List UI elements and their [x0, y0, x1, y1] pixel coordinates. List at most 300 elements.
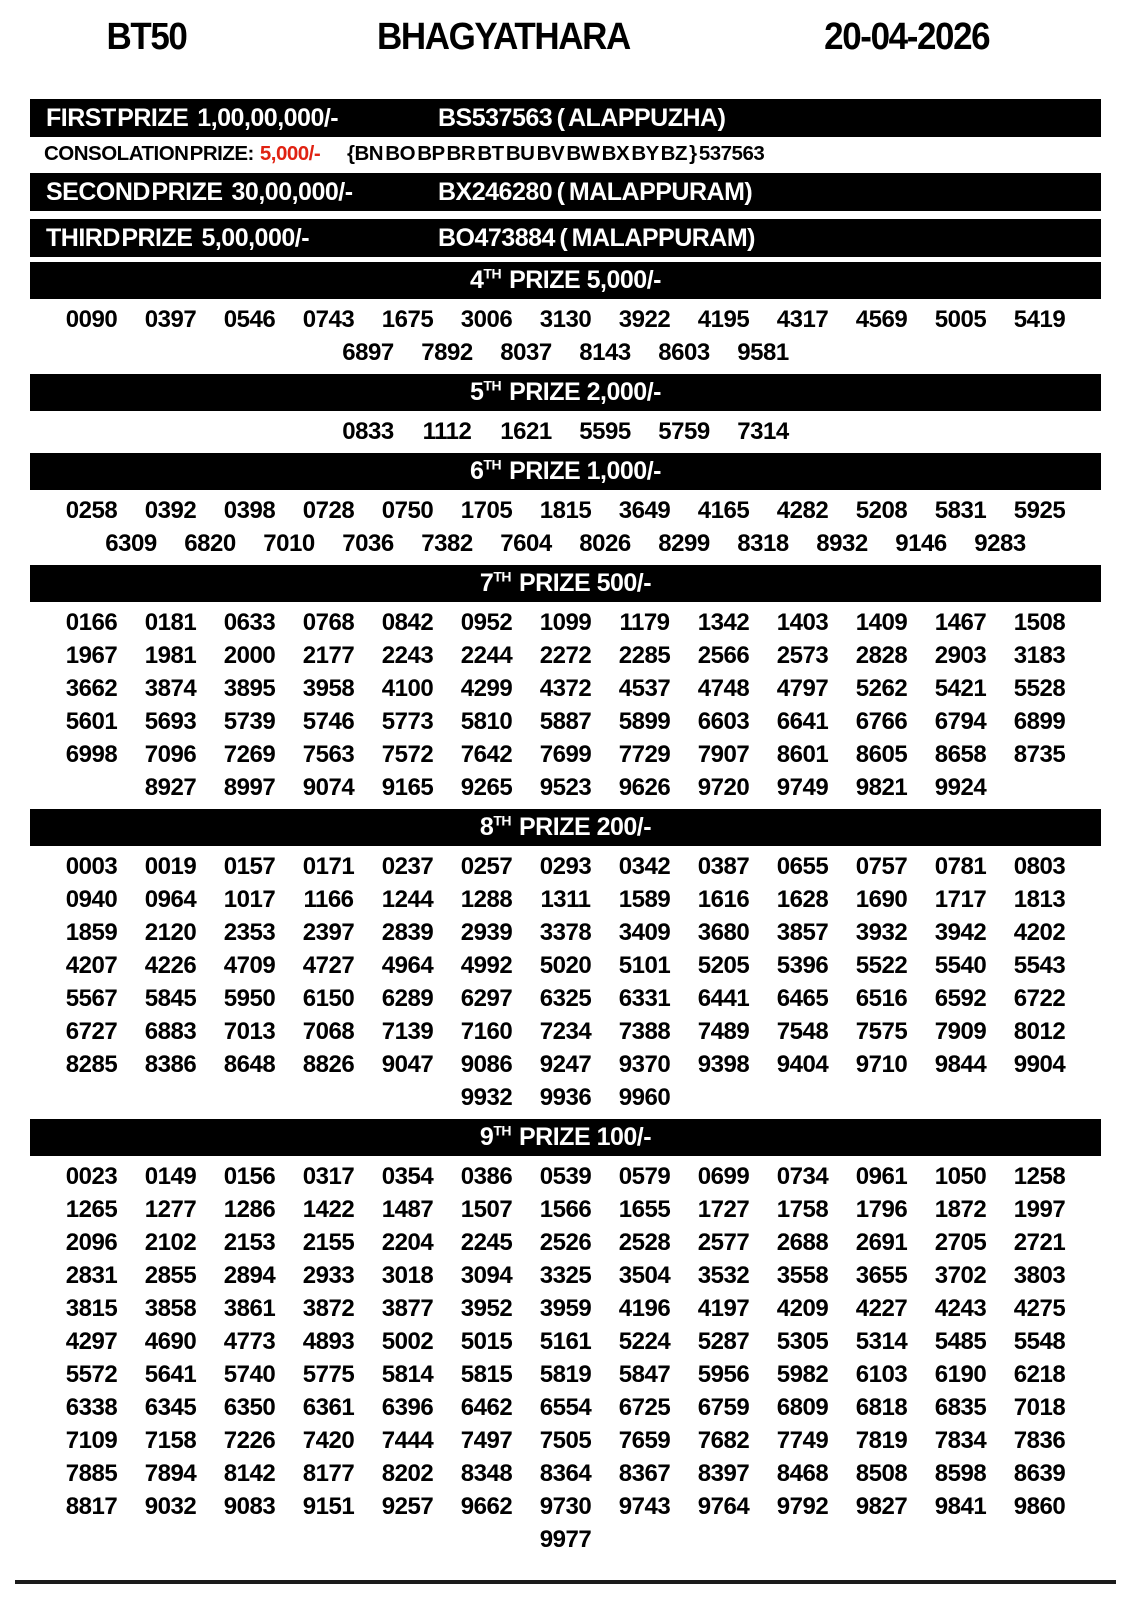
winning-number: 8299 [658, 530, 710, 557]
winning-number: 2096 [65, 1229, 118, 1256]
winning-number: 3130 [539, 306, 592, 333]
winning-number: 3942 [934, 919, 987, 946]
winning-number: 8348 [460, 1460, 513, 1487]
winning-number: 7907 [697, 741, 750, 768]
winning-number: 2839 [381, 919, 434, 946]
winning-number: 8142 [223, 1460, 276, 1487]
winning-number: 9047 [381, 1051, 434, 1078]
winning-number: 7548 [776, 1018, 829, 1045]
winning-number: 9626 [618, 774, 671, 801]
prize-sections [0, 262, 1131, 1556]
winning-number: 7139 [381, 1018, 434, 1045]
winning-number: 6103 [855, 1361, 908, 1388]
first-prize-bar [30, 99, 1101, 137]
winning-number: 5101 [618, 952, 671, 979]
winning-number: 3018 [381, 1262, 434, 1289]
winning-number: 4202 [1013, 919, 1066, 946]
winning-number: 8932 [816, 530, 868, 557]
winning-number: 5419 [1013, 306, 1066, 333]
winning-number: 0387 [697, 853, 750, 880]
winning-number: 3959 [539, 1295, 592, 1322]
winning-number: 8285 [65, 1051, 118, 1078]
winning-number: 0354 [381, 1163, 434, 1190]
winning-number: 5548 [1013, 1328, 1066, 1355]
winning-number: 0090 [65, 306, 118, 333]
prize-section [0, 374, 1131, 448]
winning-number: 5567 [65, 985, 118, 1012]
winning-number: 0803 [1013, 853, 1066, 880]
prize-section [0, 565, 1131, 804]
winning-number: 4964 [381, 952, 434, 979]
winning-number: 8177 [302, 1460, 355, 1487]
prize-section [0, 809, 1131, 1114]
winning-number: 4196 [618, 1295, 671, 1322]
winning-number: 8012 [1013, 1018, 1066, 1045]
winning-number: 4165 [697, 497, 750, 524]
winning-number: 1422 [302, 1196, 355, 1223]
lottery-name: BHAGYATHARA [376, 16, 630, 58]
winning-number: 6835 [934, 1394, 987, 1421]
winning-number: 0171 [302, 853, 355, 880]
winning-number: 7158 [144, 1427, 197, 1454]
winning-number: 7497 [460, 1427, 513, 1454]
winning-number: 1628 [776, 886, 829, 913]
winning-number: 0156 [223, 1163, 276, 1190]
winning-number: 3857 [776, 919, 829, 946]
prize-section [0, 453, 1131, 560]
winning-number: 4372 [539, 675, 592, 702]
winning-number: 5847 [618, 1361, 671, 1388]
winning-number: 3655 [855, 1262, 908, 1289]
winning-number: 7563 [302, 741, 355, 768]
winning-number: 3803 [1013, 1262, 1066, 1289]
winning-number: 2566 [697, 642, 750, 669]
winning-number: 9523 [539, 774, 592, 801]
winning-number: 7575 [855, 1018, 908, 1045]
winning-number: 6150 [302, 985, 355, 1012]
winning-number: 6603 [697, 708, 750, 735]
winning-number: 9960 [618, 1084, 671, 1111]
winning-number: 9841 [934, 1493, 987, 1520]
third-prize-bar [30, 219, 1101, 257]
winning-number: 8364 [539, 1460, 592, 1487]
winning-number: 7604 [500, 530, 552, 557]
winning-number: 1288 [460, 886, 513, 913]
winning-number: 4773 [223, 1328, 276, 1355]
winning-number: 4727 [302, 952, 355, 979]
winning-number: 4275 [1013, 1295, 1066, 1322]
winning-number: 3877 [381, 1295, 434, 1322]
winning-number: 0392 [144, 497, 197, 524]
winning-number: 4709 [223, 952, 276, 979]
winning-number: 3872 [302, 1295, 355, 1322]
winning-number: 1507 [460, 1196, 513, 1223]
winning-number: 8826 [302, 1051, 355, 1078]
second-prize-ticket: BX246280 ( MALAPPURAM) [438, 177, 753, 206]
winning-number: 8605 [855, 741, 908, 768]
winning-number: 5485 [934, 1328, 987, 1355]
winning-number: 2353 [223, 919, 276, 946]
winning-number: 7018 [1013, 1394, 1066, 1421]
winning-number: 6809 [776, 1394, 829, 1421]
winning-numbers-grid [60, 1160, 1071, 1556]
winning-number: 1859 [65, 919, 118, 946]
winning-number: 2688 [776, 1229, 829, 1256]
winning-number: 8601 [776, 741, 829, 768]
winning-number: 8639 [1013, 1460, 1066, 1487]
draw-date: 20-04-2026 [823, 16, 989, 58]
winning-number: 9821 [855, 774, 908, 801]
winning-numbers-grid [60, 494, 1071, 560]
winning-number: 5002 [381, 1328, 434, 1355]
winning-number: 9827 [855, 1493, 908, 1520]
winning-number: 9086 [460, 1051, 513, 1078]
winning-number: 0181 [144, 609, 197, 636]
winning-number: 6897 [342, 339, 394, 366]
winning-number: 7234 [539, 1018, 592, 1045]
winning-number: 0398 [223, 497, 276, 524]
winning-number: 6759 [697, 1394, 750, 1421]
winning-number: 5601 [65, 708, 118, 735]
winning-number: 6794 [934, 708, 987, 735]
prize-section-header: 4TH PRIZE 5,000/- [30, 262, 1101, 299]
winning-number: 2000 [223, 642, 276, 669]
winning-number: 6218 [1013, 1361, 1066, 1388]
winning-number: 0728 [302, 497, 355, 524]
winning-number: 9936 [539, 1084, 592, 1111]
winning-number: 8735 [1013, 741, 1066, 768]
winning-number: 9904 [1013, 1051, 1066, 1078]
winning-number: 6516 [855, 985, 908, 1012]
winning-number: 7682 [697, 1427, 750, 1454]
winning-number: 3409 [618, 919, 671, 946]
winning-number: 0579 [618, 1163, 671, 1190]
winning-number: 6554 [539, 1394, 592, 1421]
winning-number: 1244 [381, 886, 434, 913]
winning-number: 0157 [223, 853, 276, 880]
winning-number: 1508 [1013, 609, 1066, 636]
winning-number: 1981 [144, 642, 197, 669]
winning-number: 3702 [934, 1262, 987, 1289]
winning-number: 5810 [460, 708, 513, 735]
winning-number: 7388 [618, 1018, 671, 1045]
winning-number: 2526 [539, 1229, 592, 1256]
winning-number: 5739 [223, 708, 276, 735]
winning-number: 3861 [223, 1295, 276, 1322]
winning-number: 4317 [776, 306, 829, 333]
winning-number: 5773 [381, 708, 434, 735]
winning-number: 7109 [65, 1427, 118, 1454]
winning-number: 7642 [460, 741, 513, 768]
winning-number: 5899 [618, 708, 671, 735]
winning-number: 7160 [460, 1018, 513, 1045]
winning-number: 7699 [539, 741, 592, 768]
winning-number: 5528 [1013, 675, 1066, 702]
winning-number: 2245 [460, 1229, 513, 1256]
winning-number: 8603 [658, 339, 710, 366]
winning-number: 6462 [460, 1394, 513, 1421]
prize-section-header: 8TH PRIZE 200/- [30, 809, 1101, 846]
winning-number: 0781 [934, 853, 987, 880]
winning-numbers-grid [60, 303, 1071, 369]
winning-number: 0961 [855, 1163, 908, 1190]
winning-number: 1967 [65, 642, 118, 669]
winning-number: 1050 [934, 1163, 987, 1190]
winning-number: 2939 [460, 919, 513, 946]
winning-number: 7269 [223, 741, 276, 768]
winning-numbers-grid [60, 606, 1071, 804]
winning-number: 0166 [65, 609, 118, 636]
winning-number: 1675 [381, 306, 434, 333]
winning-number: 1705 [460, 497, 513, 524]
winning-number: 1112 [422, 418, 472, 445]
winning-number: 1258 [1013, 1163, 1066, 1190]
winning-number: 2244 [460, 642, 513, 669]
winning-number: 3378 [539, 919, 592, 946]
winning-number: 6396 [381, 1394, 434, 1421]
winning-number: 1265 [65, 1196, 118, 1223]
winning-number: 0003 [65, 853, 118, 880]
winning-number: 9283 [974, 530, 1026, 557]
winning-number: 5522 [855, 952, 908, 979]
winning-number: 5819 [539, 1361, 592, 1388]
winning-number: 2855 [144, 1262, 197, 1289]
winning-number: 2894 [223, 1262, 276, 1289]
winning-number: 8026 [579, 530, 631, 557]
winning-number: 5161 [539, 1328, 592, 1355]
winning-number: 2721 [1013, 1229, 1066, 1256]
winning-number: 6289 [381, 985, 434, 1012]
winning-number: 5005 [934, 306, 987, 333]
winning-number: 0293 [539, 853, 592, 880]
winning-number: 0964 [144, 886, 197, 913]
winning-number: 1717 [934, 886, 987, 913]
winning-number: 8202 [381, 1460, 434, 1487]
winning-number: 1099 [539, 609, 592, 636]
winning-number: 6818 [855, 1394, 908, 1421]
winning-number: 9977 [539, 1526, 592, 1553]
third-prize-label: THIRD PRIZE 5,00,000/- [46, 223, 310, 252]
winning-number: 6338 [65, 1394, 118, 1421]
winning-number: 6641 [776, 708, 829, 735]
winning-number: 2155 [302, 1229, 355, 1256]
prize-section-header: 6TH PRIZE 1,000/- [30, 453, 1101, 490]
winning-number: 3558 [776, 1262, 829, 1289]
winning-number: 2933 [302, 1262, 355, 1289]
winning-number: 9844 [934, 1051, 987, 1078]
winning-number: 7226 [223, 1427, 276, 1454]
winning-number: 7892 [421, 339, 473, 366]
winning-number: 4299 [460, 675, 513, 702]
winning-number: 0546 [223, 306, 276, 333]
winning-number: 2177 [302, 642, 355, 669]
winning-number: 7420 [302, 1427, 355, 1454]
winning-number: 5543 [1013, 952, 1066, 979]
first-prize-amount: 1,00,00,000/- [197, 103, 339, 132]
winning-number: 7013 [223, 1018, 276, 1045]
winning-number: 4537 [618, 675, 671, 702]
winning-number: 9749 [776, 774, 829, 801]
winning-number: 7749 [776, 1427, 829, 1454]
winning-number: 3874 [144, 675, 197, 702]
winning-number: 6325 [539, 985, 592, 1012]
winning-number: 3649 [618, 497, 671, 524]
winning-number: 8508 [855, 1460, 908, 1487]
winning-number: 0743 [302, 306, 355, 333]
winning-number: 1286 [223, 1196, 276, 1223]
winning-number: 3858 [144, 1295, 197, 1322]
winning-number: 2705 [934, 1229, 987, 1256]
winning-number: 2691 [855, 1229, 908, 1256]
winning-number: 4209 [776, 1295, 829, 1322]
prize-section-header: 7TH PRIZE 500/- [30, 565, 1101, 602]
winning-number: 2153 [223, 1229, 276, 1256]
winning-number: 5641 [144, 1361, 197, 1388]
winning-number: 9165 [381, 774, 434, 801]
winning-number: 7382 [421, 530, 473, 557]
winning-number: 1017 [223, 886, 276, 913]
winning-number: 7010 [263, 530, 315, 557]
winning-number: 8817 [65, 1493, 118, 1520]
winning-number: 5693 [144, 708, 197, 735]
winning-number: 9398 [697, 1051, 750, 1078]
winning-number: 0768 [302, 609, 355, 636]
winning-number: 0386 [460, 1163, 513, 1190]
winning-number: 5396 [776, 952, 829, 979]
winning-number: 5540 [934, 952, 987, 979]
winning-number: 7834 [934, 1427, 987, 1454]
winning-number: 1621 [500, 418, 552, 445]
winning-number: 5831 [934, 497, 987, 524]
winning-number: 7444 [381, 1427, 434, 1454]
winning-number: 9924 [934, 774, 987, 801]
winning-number: 1815 [539, 497, 592, 524]
winning-number: 5814 [381, 1361, 434, 1388]
winning-number: 6998 [65, 741, 118, 768]
winning-numbers-grid [60, 415, 1071, 448]
winning-number: 2573 [776, 642, 829, 669]
winning-number: 7894 [144, 1460, 197, 1487]
winning-number: 1403 [776, 609, 829, 636]
winning-number: 9720 [697, 774, 750, 801]
winning-number: 5305 [776, 1328, 829, 1355]
first-prize-ticket: BS537563 ( ALAPPUZHA) [438, 103, 726, 132]
winning-number: 0633 [223, 609, 276, 636]
winning-number: 6899 [1013, 708, 1066, 735]
winning-number: 9257 [381, 1493, 434, 1520]
winning-number: 4893 [302, 1328, 355, 1355]
second-prize-bar [30, 173, 1101, 211]
winning-number: 8997 [223, 774, 276, 801]
winning-number: 2577 [697, 1229, 750, 1256]
winning-number: 9404 [776, 1051, 829, 1078]
winning-number: 9151 [302, 1493, 355, 1520]
winning-number: 6820 [184, 530, 236, 557]
winning-number: 8468 [776, 1460, 829, 1487]
winning-number: 1997 [1013, 1196, 1066, 1223]
winning-number: 4797 [776, 675, 829, 702]
winning-number: 9146 [895, 530, 947, 557]
winning-number: 4226 [144, 952, 197, 979]
consolation-prize-label: CONSOLATION PRIZE: 5,000/- [44, 142, 321, 165]
winning-number: 0258 [65, 497, 118, 524]
prize-section-header: 9TH PRIZE 100/- [30, 1119, 1101, 1156]
bottom-divider [15, 1580, 1116, 1584]
winning-number: 7659 [618, 1427, 671, 1454]
winning-number: 6465 [776, 985, 829, 1012]
winning-number: 0023 [65, 1163, 118, 1190]
winning-number: 2285 [618, 642, 671, 669]
winning-number: 0257 [460, 853, 513, 880]
winning-number: 0833 [342, 418, 394, 445]
winning-number: 8648 [223, 1051, 276, 1078]
winning-number: 6592 [934, 985, 987, 1012]
winning-number: 2243 [381, 642, 434, 669]
winning-number: 6722 [1013, 985, 1066, 1012]
winning-number: 1409 [855, 609, 908, 636]
winning-number: 1616 [697, 886, 750, 913]
winning-number: 1487 [381, 1196, 434, 1223]
winning-number: 4748 [697, 675, 750, 702]
winning-number: 6441 [697, 985, 750, 1012]
winning-number: 4690 [144, 1328, 197, 1355]
winning-number: 3006 [460, 306, 513, 333]
winning-number: 1758 [776, 1196, 829, 1223]
winning-number: 9764 [697, 1493, 750, 1520]
winning-number: 8658 [934, 741, 987, 768]
winning-number: 5845 [144, 985, 197, 1012]
winning-number: 0757 [855, 853, 908, 880]
consolation-prize-series: {BN BO BP BR BT BU BV BW BX BY BZ } 537563 [347, 142, 765, 165]
winning-number: 7819 [855, 1427, 908, 1454]
winning-number: 5950 [223, 985, 276, 1012]
winning-number: 5746 [302, 708, 355, 735]
consolation-prize-amount: 5,000/- [259, 142, 321, 165]
first-prize-label: FIRST PRIZE 1,00,00,000/- [46, 103, 339, 132]
winning-number: 8367 [618, 1460, 671, 1487]
winning-number: 1813 [1013, 886, 1066, 913]
winning-number: 0149 [144, 1163, 197, 1190]
winning-number: 6309 [105, 530, 157, 557]
winning-number: 8143 [579, 339, 631, 366]
winning-number: 3932 [855, 919, 908, 946]
winning-number: 2397 [302, 919, 355, 946]
winning-number: 5205 [697, 952, 750, 979]
winning-number: 7489 [697, 1018, 750, 1045]
winning-number: 0655 [776, 853, 829, 880]
winning-number: 8927 [144, 774, 197, 801]
winning-number: 6345 [144, 1394, 197, 1421]
winning-number: 0019 [144, 853, 197, 880]
winning-number: 0317 [302, 1163, 355, 1190]
winning-number: 8037 [500, 339, 552, 366]
winning-number: 5314 [855, 1328, 908, 1355]
winning-number: 5956 [697, 1361, 750, 1388]
winning-number: 6727 [65, 1018, 118, 1045]
winning-number: 4243 [934, 1295, 987, 1322]
winning-number: 8318 [737, 530, 789, 557]
consolation-prize-row [30, 139, 1101, 169]
winning-number: 1872 [934, 1196, 987, 1223]
winning-number: 2204 [381, 1229, 434, 1256]
winning-number: 3815 [65, 1295, 118, 1322]
winning-number: 7572 [381, 741, 434, 768]
winning-number: 0539 [539, 1163, 592, 1190]
winning-number: 6350 [223, 1394, 276, 1421]
winning-number: 1342 [697, 609, 750, 636]
winning-number: 1690 [855, 886, 908, 913]
winning-number: 4282 [776, 497, 829, 524]
